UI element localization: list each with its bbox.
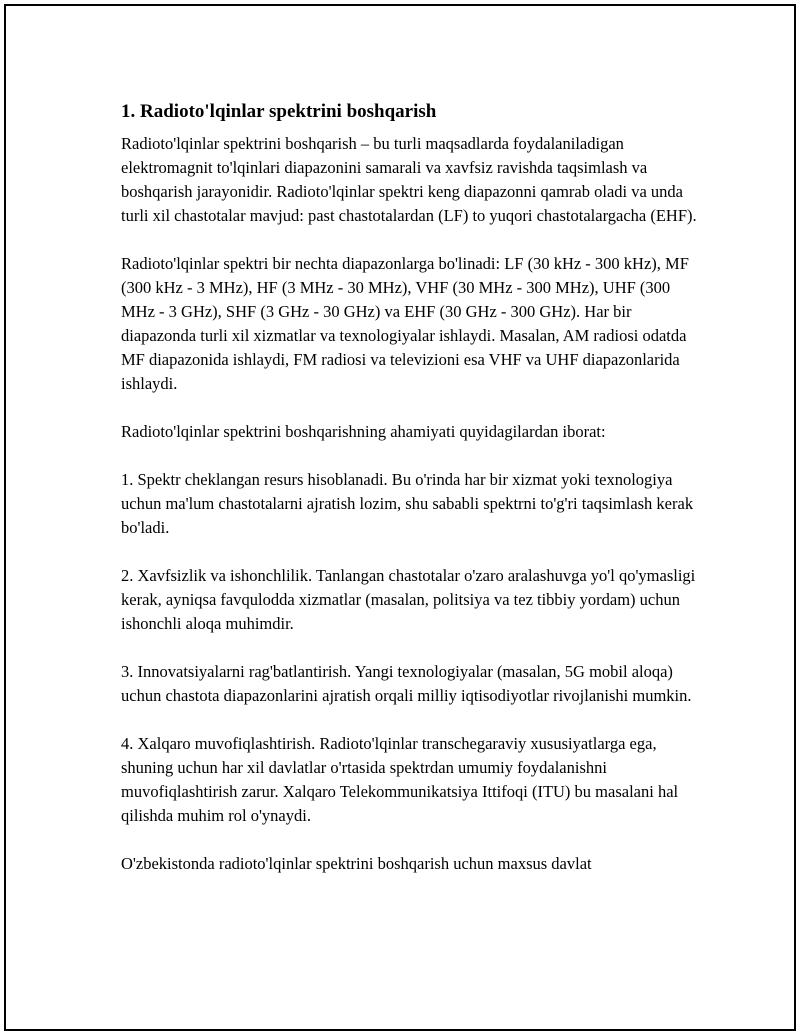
paragraph-intro: Radioto'lqinlar spektrini boshqarish – bu turli maqsadlarda foydalaniladigan elektromagnit to'lqinlari diapazonini samarali va xavfsiz ravishda taqsimlash va boshqarish jarayonidir. Radioto'lqinlar spektri keng diapazonni qamrab oladi va unda turli xil chastotalar mavjud: past chastotalardan (LF) to yuqori chastotalargacha (EHF). (121, 134, 697, 225)
list-item-limited-resource: 1. Spektr cheklangan resurs hisoblanadi. Bu o'rinda har bir xizmat yoki texnologiya uchun ma'lum chastotalarni ajratish lozim, shu sababli spektrni to'g'ri taqsimlash kerak bo'ladi. (121, 470, 694, 537)
paragraph-bands: Radioto'lqinlar spektri bir nechta diapazonlarga bo'linadi: LF (30 kHz - 300 kHz), MF (300 kHz - 3 MHz), HF (3 MHz - 30 MHz), VHF (30 MHz - 300 MHz), UHF (300 MHz - 3 GHz), SHF (3 GHz - 30 GHz) va EHF (30 GHz - 300 GHz). Har bir diapazonda turli xil xizmatlar va texnologiyalar ishlaydi. Masalan, AM radiosi odatda MF diapazonida ishlaydi, FM radiosi va televizioni esa VHF va UHF diapazonlarida ishlaydi. (121, 254, 689, 393)
list-item-international: 4. Xalqaro muvofiqlashtirish. Radioto'lqinlar transchegaraviy xususiyatlarga ega, shuning uchun har xil davlatlar o'rtasida spektrdan umumiy foydalanishni muvofiqlashtirish zarur. Xalqaro Telekommunikatsiya Ittifoqi (ITU) bu masalani hal qilishda muhim rol o'ynaydi. (121, 734, 679, 825)
document-body (121, 100, 701, 900)
list-item-safety: 2. Xavfsizlik va ishonchlilik. Tanlangan chastotalar o'zaro aralashuvga yo'l qo'ymasligi kerak, ayniqsa favqulodda xizmatlar (masalan, politsiya va tez tibbiy yordam) uchun ishonchli aloqa muhimdir. (121, 566, 696, 633)
paragraph-uzbekistan: O'zbekistonda radioto'lqinlar spektrini boshqarish uchun maxsus davlat (121, 854, 592, 873)
section-heading: 1. Radioto'lqinlar spektrini boshqarish (121, 101, 437, 122)
document-page (4, 4, 796, 1031)
list-item-innovation: 3. Innovatsiyalarni rag'batlantirish. Yangi texnologiyalar (masalan, 5G mobil aloqa) uchun chastota diapazonlarini ajratish orqali milliy iqtisodiyotlar rivojlanishi mumkin. (121, 662, 692, 705)
paragraph-importance-lead: Radioto'lqinlar spektrini boshqarishning ahamiyati quyidagilardan iborat: (121, 422, 606, 441)
